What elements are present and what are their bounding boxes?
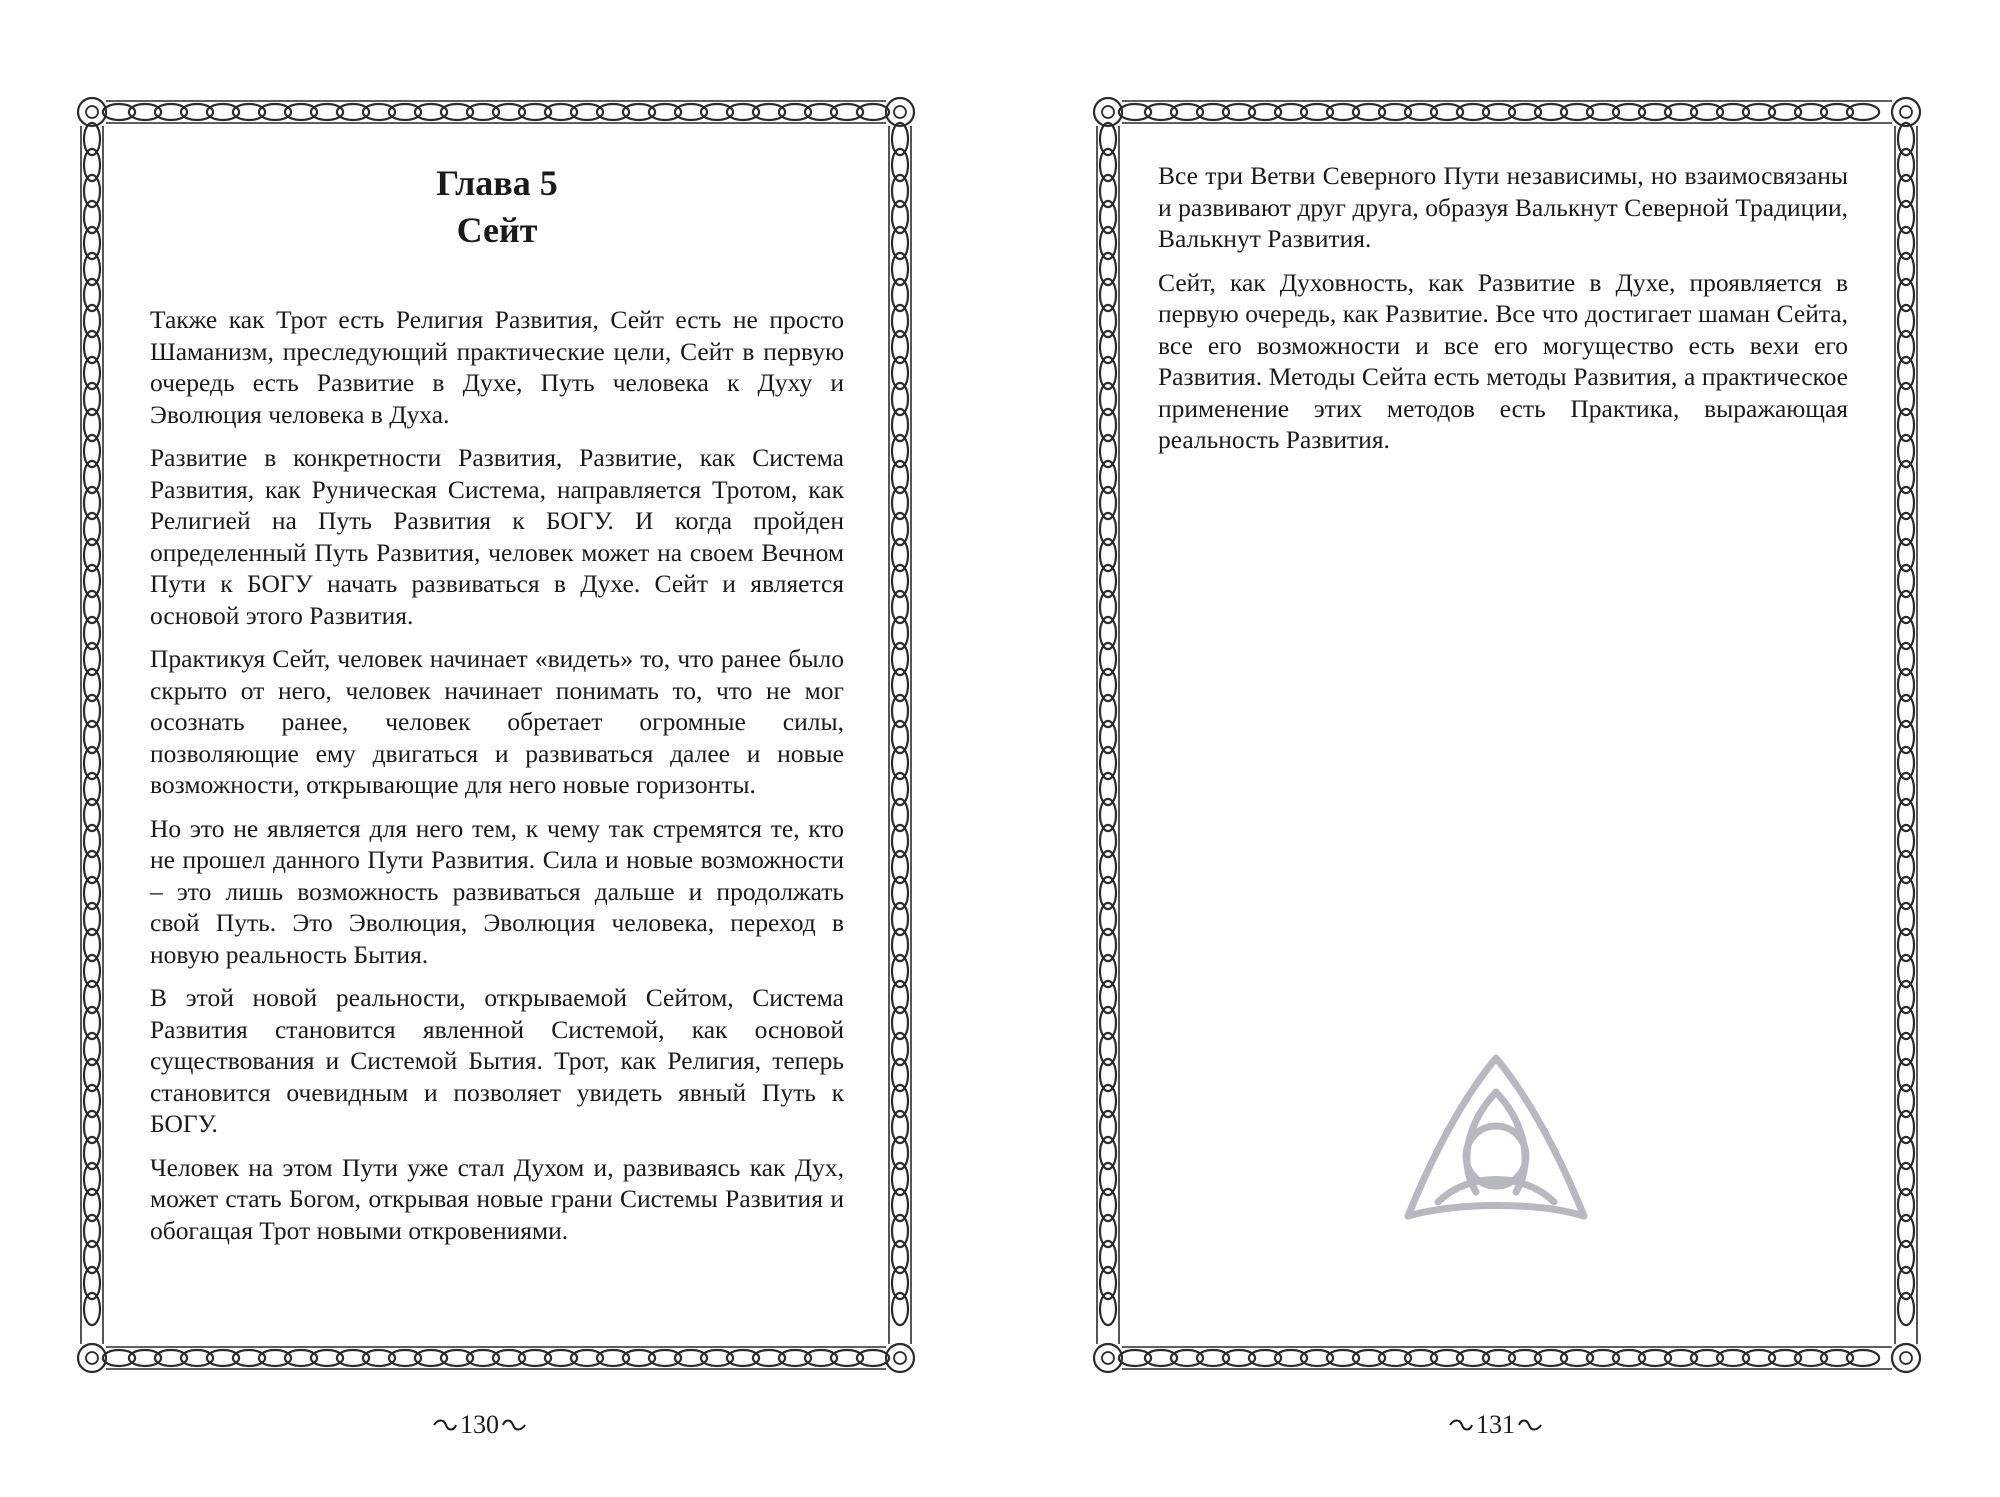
paragraph: Человек на этом Пути уже стал Духом и, развиваясь как Дух, может стать Богом, открывая новые грани Системы Развития и обогащая Трот новыми откровениями. [150, 1152, 844, 1245]
paragraph: Все три Ветви Северного Пути независимы, но взаимосвязаны и развивают друг друга, образуя Валькнут Северной Традиции, Валькнут Развития. [1158, 161, 1848, 253]
page-number [1448, 1410, 1543, 1440]
page-number-text: 130 [460, 1410, 499, 1439]
chapter-heading [150, 160, 844, 254]
page-number [432, 1410, 527, 1440]
flourish-left-icon [1448, 1417, 1474, 1433]
paragraph: В этой новой реальности, открываемой Сейтом, Система Развития становится явленной Системой, как основой существования и Системой Бытия. Трот, как Религия, теперь становится очевидным и позволяет увидеть явный Путь к БОГУ. [150, 983, 844, 1138]
triquetra-icon [1398, 1052, 1594, 1222]
paragraph: Сейт, как Духовность, как Развитие в Духе, проявляется в первую очередь, как Развитие. Все что достигает шаман Сейта, все его возможности и все его могущество есть вехи его Развития. Методы Сейта есть методы Развития, а практическое применение этих методов есть Практика, выражающая реальность Развития. [1158, 267, 1848, 454]
chapter-title: Сейт [456, 210, 538, 250]
flourish-right-icon [501, 1417, 527, 1433]
flourish-right-icon [1517, 1417, 1543, 1433]
page-number-text: 131 [1476, 1410, 1515, 1439]
right-page [1000, 0, 2000, 1497]
paragraph: Но это не является для него тем, к чему так стремятся те, кто не прошел данного Пути Развития. Сила и новые возможности – это лишь возможность развиваться дальше и продолжать свой Путь. Это Эволюция, Эволюция человека, переход в новую реальность Бытия. [150, 813, 844, 969]
chapter-number: Глава 5 [436, 163, 558, 203]
page-content [1158, 160, 1848, 468]
flourish-left-icon [432, 1417, 458, 1433]
paragraph: Также как Трот есть Религия Развития, Сейт есть не просто Шаманизм, преследующий практические цели, Сейт в первую очередь есть Развитие в Духе, Путь человека к Духу и Эволюция человека в Духа. [150, 305, 844, 429]
paragraph: Практикуя Сейт, человек начинает «видеть» то, что ранее было скрыто от него, человек начинает понимать то, что не мог осознать ранее, человек обретает огромные силы, позволяющие ему двигаться и развиваться далее и новые возможности, открывающие для него новые горизонты. [150, 644, 844, 799]
page-content [150, 160, 844, 1258]
paragraph: Развитие в конкретности Развития, Развитие, как Система Развития, как Руническая Система, направляется Тротом, как Религией на Путь Развития к БОГУ. И когда пройден определенный Путь Развития, человек может на своем Вечном Пути к БОГУ начать развиваться в Духе. Сейт и является основой этого Развития. [150, 443, 844, 630]
